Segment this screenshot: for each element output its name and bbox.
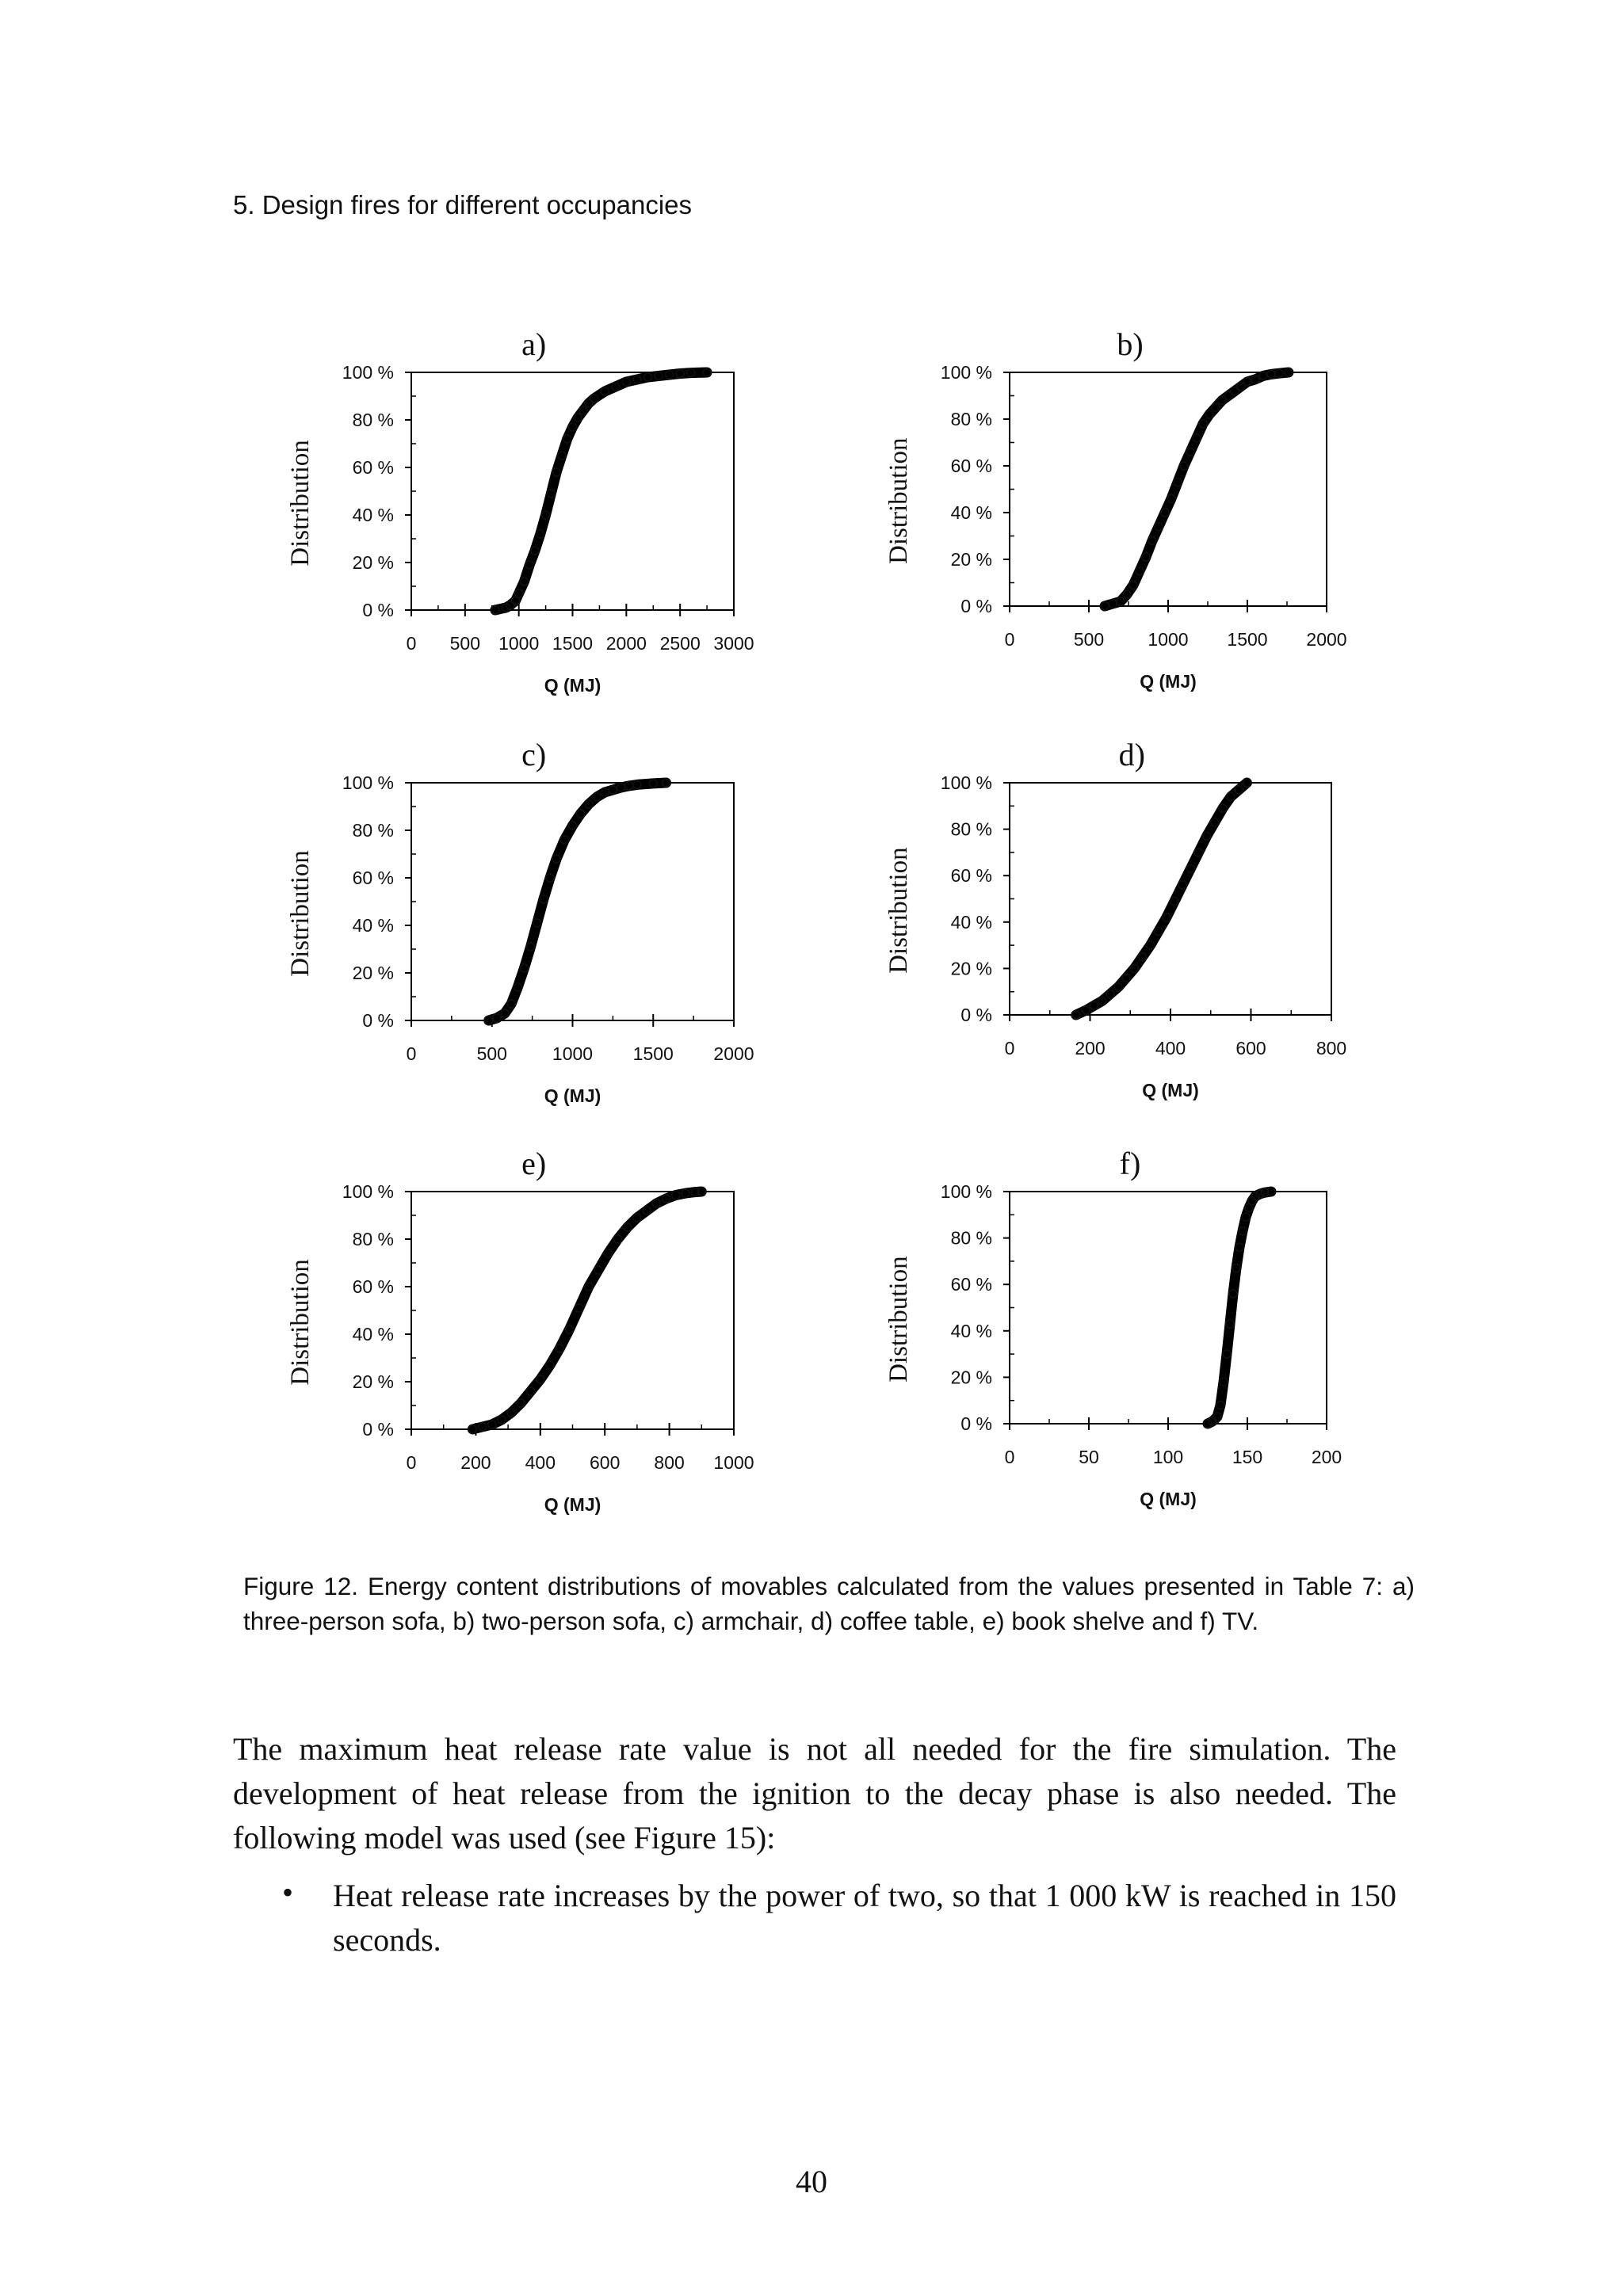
panel-label: a) xyxy=(521,326,547,362)
x-tick-label: 150 xyxy=(1232,1447,1263,1467)
y-tick-label: 100 % xyxy=(940,362,992,383)
x-tick-label: 400 xyxy=(1155,1038,1186,1058)
y-tick-label: 60 % xyxy=(352,868,394,888)
x-tick-label: 2000 xyxy=(605,633,647,654)
x-tick-label: 1000 xyxy=(498,633,540,654)
x-tick-label: 100 xyxy=(1152,1447,1184,1467)
data-band xyxy=(495,372,707,610)
y-tick-label: 20 % xyxy=(352,1371,394,1392)
x-tick-label: 600 xyxy=(590,1452,621,1473)
chart-panel-d xyxy=(884,737,1346,1100)
chart-panel-c xyxy=(286,737,754,1106)
plot-frame xyxy=(1010,372,1327,606)
x-axis-title: Q (MJ) xyxy=(544,1494,601,1515)
y-tick-label: 40 % xyxy=(352,505,394,525)
y-axis-title: Distribution xyxy=(884,847,913,974)
bullet-marker: • xyxy=(282,1875,294,1910)
y-tick-label: 60 % xyxy=(352,1276,394,1297)
y-tick-label: 100 % xyxy=(342,362,394,383)
y-tick-label: 60 % xyxy=(950,865,992,887)
x-tick-label: 2000 xyxy=(1306,629,1347,650)
y-tick-label: 80 % xyxy=(352,820,394,841)
x-tick-label: 2000 xyxy=(713,1043,754,1064)
y-tick-label: 40 % xyxy=(950,911,992,933)
x-tick-label: 1000 xyxy=(552,1043,594,1064)
chart-panel-e xyxy=(286,1146,754,1515)
y-tick-label: 0 % xyxy=(960,1413,992,1434)
x-tick-label: 1000 xyxy=(1148,629,1189,650)
y-tick-label: 40 % xyxy=(950,502,992,523)
panel-label: b) xyxy=(1117,326,1144,362)
y-tick-label: 60 % xyxy=(950,456,992,476)
y-tick-label: 80 % xyxy=(950,409,992,429)
x-tick-label: 600 xyxy=(1235,1038,1266,1058)
plot-frame xyxy=(1010,1192,1327,1424)
y-tick-label: 0 % xyxy=(960,1005,992,1025)
data-band xyxy=(1208,1192,1271,1424)
x-tick-label: 0 xyxy=(406,633,417,654)
fit-curve xyxy=(1105,372,1289,606)
chart-panel-b xyxy=(884,326,1347,692)
y-tick-label: 40 % xyxy=(352,915,394,936)
x-axis-title: Q (MJ) xyxy=(1140,1489,1197,1509)
y-tick-label: 20 % xyxy=(352,552,394,573)
y-tick-label: 100 % xyxy=(342,772,394,793)
figure-caption: Figure 12. Energy content distributions of movables calculated from the values presented in Table 7: a) three-person sofa, b) two-person sofa, c) armchair, d) coffee table, e) book shelve and f) TV. xyxy=(243,1572,1415,1635)
y-tick-label: 0 % xyxy=(362,1010,394,1031)
y-tick-label: 100 % xyxy=(940,1181,992,1202)
x-tick-label: 200 xyxy=(460,1452,491,1473)
y-axis-title: Distribution xyxy=(286,440,315,566)
x-tick-label: 2500 xyxy=(659,633,701,654)
x-tick-label: 1500 xyxy=(552,633,594,654)
y-tick-label: 20 % xyxy=(950,1367,992,1388)
data-band xyxy=(1076,783,1247,1015)
y-tick-label: 40 % xyxy=(950,1320,992,1341)
y-tick-label: 0 % xyxy=(362,600,394,620)
y-tick-label: 20 % xyxy=(950,958,992,979)
x-tick-label: 1000 xyxy=(713,1452,754,1473)
panel-label: e) xyxy=(521,1146,547,1181)
x-tick-label: 500 xyxy=(476,1043,507,1064)
y-axis-title: Distribution xyxy=(286,1259,315,1386)
y-tick-label: 0 % xyxy=(362,1419,394,1440)
x-tick-label: 1500 xyxy=(632,1043,674,1064)
chart-panel-f xyxy=(884,1146,1342,1509)
x-tick-label: 200 xyxy=(1075,1038,1106,1058)
x-tick-label: 500 xyxy=(449,633,481,654)
y-axis-title: Distribution xyxy=(884,1256,913,1383)
x-tick-label: 0 xyxy=(406,1452,417,1473)
x-tick-label: 800 xyxy=(654,1452,685,1473)
y-tick-label: 0 % xyxy=(960,596,992,616)
y-tick-label: 80 % xyxy=(950,818,992,840)
y-tick-label: 60 % xyxy=(352,457,394,478)
panel-label: f) xyxy=(1119,1146,1141,1181)
x-tick-label: 800 xyxy=(1316,1038,1347,1058)
x-tick-label: 0 xyxy=(1004,1038,1015,1058)
panel-label: c) xyxy=(521,737,547,772)
y-tick-label: 80 % xyxy=(352,410,394,430)
y-tick-label: 20 % xyxy=(352,963,394,983)
x-tick-label: 0 xyxy=(406,1043,417,1064)
y-axis-title: Distribution xyxy=(286,850,315,977)
y-tick-label: 20 % xyxy=(950,549,992,570)
y-tick-label: 80 % xyxy=(352,1229,394,1249)
x-tick-label: 0 xyxy=(1004,1447,1015,1467)
x-tick-label: 1500 xyxy=(1227,629,1268,650)
x-tick-label: 200 xyxy=(1311,1447,1342,1467)
y-tick-label: 80 % xyxy=(950,1227,992,1249)
x-tick-label: 500 xyxy=(1073,629,1105,650)
plot-frame xyxy=(411,372,734,610)
y-axis-title: Distribution xyxy=(884,437,913,565)
body-paragraph: The maximum heat release rate value is not all needed for the fire simulation. The development of heat release from the ignition to the decay phase is also needed. The following model was used (see Figure 15): xyxy=(233,1731,1396,1855)
x-tick-label: 50 xyxy=(1079,1447,1099,1467)
x-axis-title: Q (MJ) xyxy=(1140,671,1197,692)
running-header: 5. Design fires for different occupancies xyxy=(233,190,693,219)
x-axis-title: Q (MJ) xyxy=(544,1085,601,1106)
y-tick-label: 100 % xyxy=(342,1181,394,1202)
data-band xyxy=(1105,372,1289,606)
x-axis-title: Q (MJ) xyxy=(544,675,601,696)
panel-label: d) xyxy=(1118,737,1145,772)
fit-curve xyxy=(472,1192,701,1429)
y-tick-label: 40 % xyxy=(352,1324,394,1344)
data-band xyxy=(472,1192,701,1429)
chart-panel-a xyxy=(286,326,754,696)
x-tick-label: 3000 xyxy=(713,633,754,654)
bullet-item-text: Heat release rate increases by the power of two, so that 1 000 kW is reached in 150 seconds. xyxy=(333,1878,1396,1958)
x-axis-title: Q (MJ) xyxy=(1142,1080,1199,1100)
x-tick-label: 400 xyxy=(525,1452,556,1473)
y-tick-label: 100 % xyxy=(940,772,992,793)
y-tick-label: 60 % xyxy=(950,1274,992,1295)
x-tick-label: 0 xyxy=(1004,629,1015,650)
page-number: 40 xyxy=(796,2164,827,2199)
